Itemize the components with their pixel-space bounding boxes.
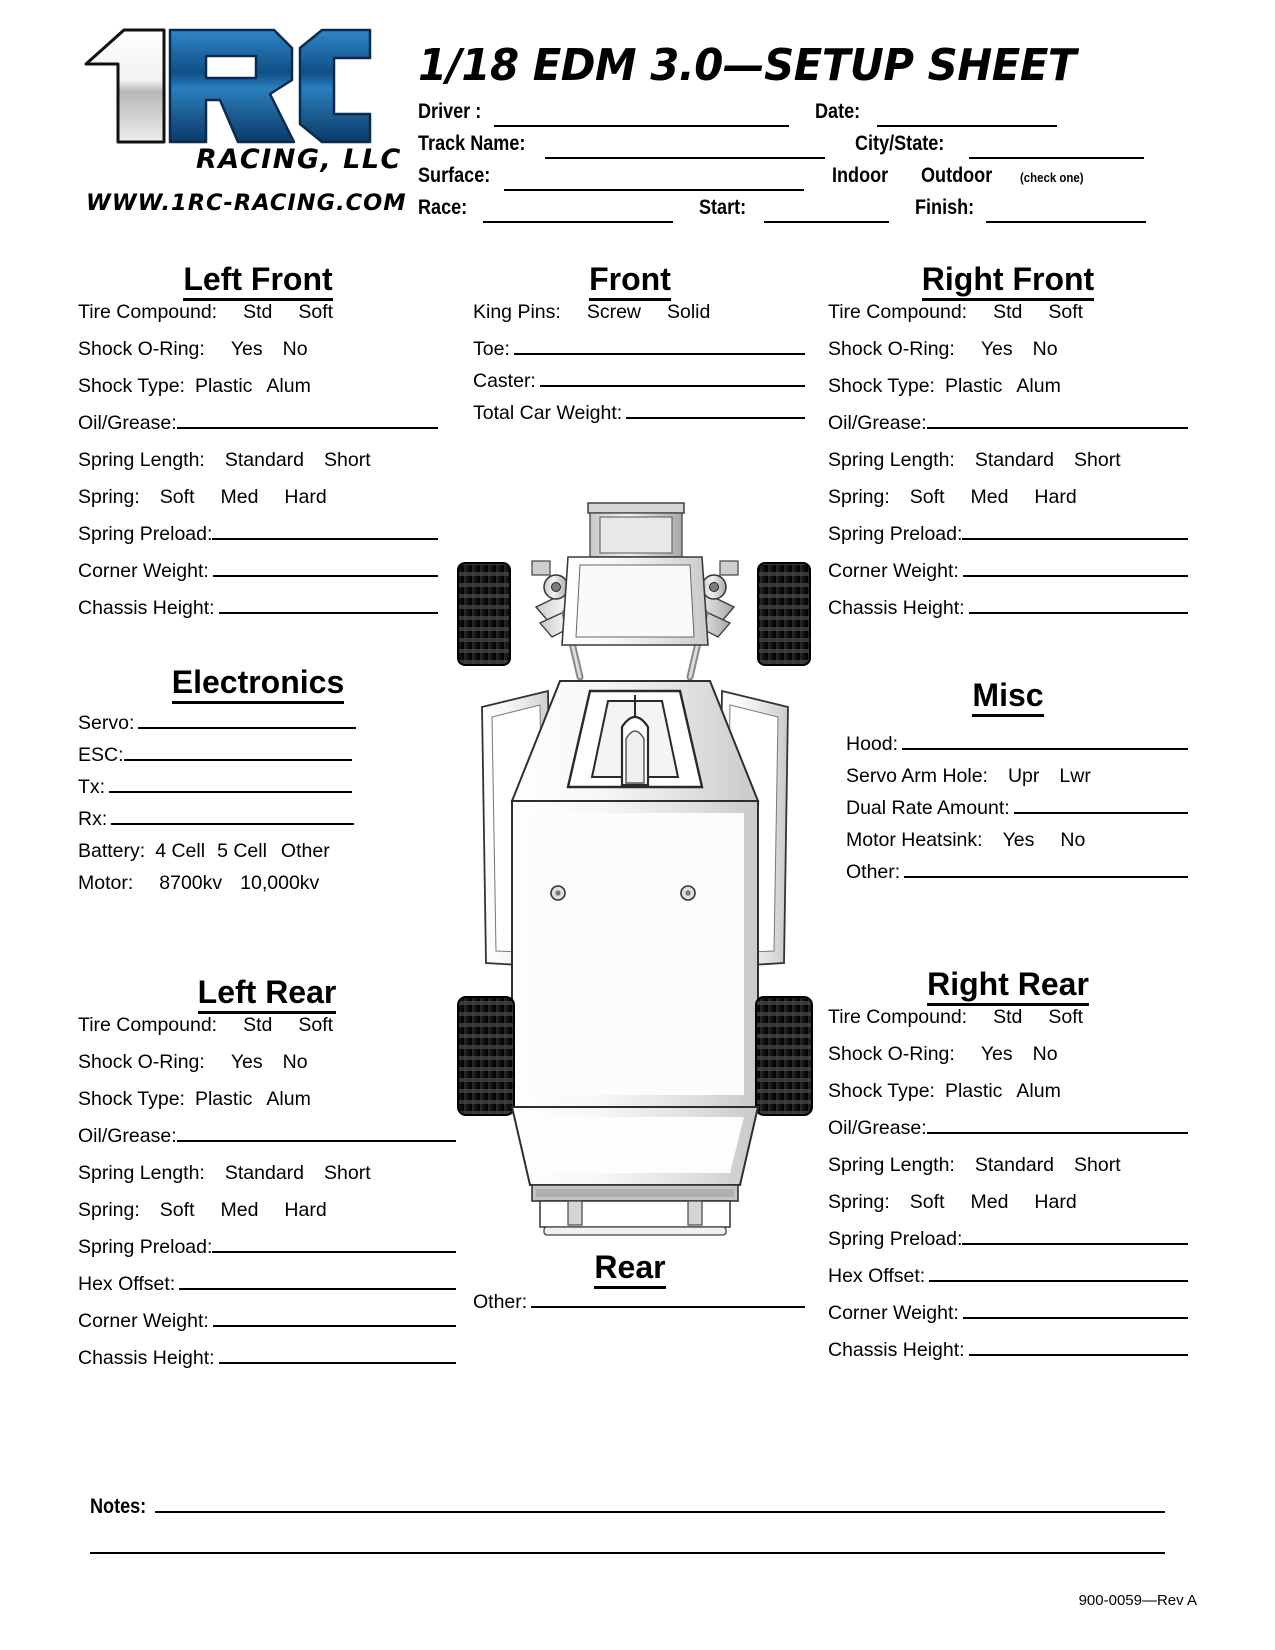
field-oil-grease xyxy=(828,1119,1188,1156)
field-spring xyxy=(828,1193,1188,1230)
other-input[interactable] xyxy=(904,876,1188,878)
choice-hard[interactable]: Hard xyxy=(284,1199,327,1222)
field-label: Spring Length: xyxy=(828,449,955,472)
field-label: Rx: xyxy=(78,808,108,831)
field-label: Tx: xyxy=(78,776,106,799)
choice-alum[interactable]: Alum xyxy=(1016,1080,1061,1103)
choice-no[interactable]: No xyxy=(1032,1043,1058,1066)
field-chassis-height xyxy=(78,599,438,636)
city-state-label: City/State: xyxy=(854,132,945,155)
section-rear xyxy=(455,1250,805,1325)
field-spring-preload xyxy=(78,525,438,562)
onerc-logo-icon xyxy=(78,22,378,162)
rear-heading: Rear xyxy=(455,1250,805,1285)
field-label: Shock O-Ring: xyxy=(78,338,205,361)
field-label: Chassis Height: xyxy=(78,1347,215,1370)
choice-plastic[interactable]: Plastic xyxy=(194,375,253,398)
choice-upr[interactable]: Upr xyxy=(1007,765,1040,788)
field-label: ESC: xyxy=(78,744,124,767)
field-label: Oil/Grease: xyxy=(828,1117,927,1140)
field-label: Spring: xyxy=(828,1191,890,1214)
field-label: Spring Length: xyxy=(78,1162,205,1185)
surface-option-outdoor[interactable]: Outdoor xyxy=(921,164,993,187)
chassis-height-input[interactable] xyxy=(969,1354,1188,1356)
field-label: Shock Type: xyxy=(78,375,185,398)
field-label: Other: xyxy=(846,861,901,884)
field-spring-preload xyxy=(78,1238,456,1275)
spring-preload-input[interactable] xyxy=(962,1243,1188,1245)
front-fields xyxy=(455,303,805,436)
field-shock-oring xyxy=(78,1053,456,1090)
field-oil-grease xyxy=(828,414,1188,451)
choice-standard[interactable]: Standard xyxy=(974,449,1055,472)
field-label: Other: xyxy=(473,1291,528,1314)
driver-date-row xyxy=(418,100,1178,132)
field-dual-rate-amount xyxy=(846,799,1188,831)
section-right-front xyxy=(828,262,1188,636)
field-spring-length xyxy=(828,1156,1188,1193)
choice-hard[interactable]: Hard xyxy=(1034,1191,1077,1214)
choice-10000kv[interactable]: 10,000kv xyxy=(240,872,320,895)
field-label: King Pins: xyxy=(473,301,561,324)
servo-input[interactable] xyxy=(138,727,356,729)
surface-row xyxy=(418,164,1178,196)
field-label: Spring: xyxy=(78,486,140,509)
electronics-fields xyxy=(78,714,438,906)
field-label: Battery: xyxy=(78,840,146,863)
choice-standard[interactable]: Standard xyxy=(224,449,305,472)
field-spring xyxy=(78,488,438,525)
driver-input[interactable] xyxy=(494,125,789,127)
total-car-weight-input[interactable] xyxy=(626,417,805,419)
hex-offset-input[interactable] xyxy=(179,1288,456,1290)
choice-yes[interactable]: Yes xyxy=(230,1051,263,1074)
city-state-input[interactable] xyxy=(969,157,1144,159)
race-start-finish-row xyxy=(418,196,1178,228)
notes-row xyxy=(90,1495,1165,1519)
field-shock-oring xyxy=(828,340,1188,377)
footer-divider xyxy=(90,1552,1165,1554)
section-electronics xyxy=(78,665,438,906)
field-label: Spring Preload: xyxy=(78,523,213,546)
field-corner-weight xyxy=(828,562,1188,599)
choice-std[interactable]: Std xyxy=(993,1006,1023,1029)
oil-grease-input[interactable] xyxy=(177,427,438,429)
chassis-height-input[interactable] xyxy=(219,612,438,614)
esc-input[interactable] xyxy=(124,759,352,761)
field-label: Oil/Grease: xyxy=(78,1125,177,1148)
choice-screw[interactable]: Screw xyxy=(586,301,641,324)
choice-no[interactable]: No xyxy=(282,1051,308,1074)
choice-soft[interactable]: Soft xyxy=(298,301,334,324)
track-name-input[interactable] xyxy=(545,157,825,159)
field-label: Hex Offset: xyxy=(78,1273,176,1296)
left-front-fields xyxy=(78,303,438,636)
choice-std[interactable]: Std xyxy=(243,301,273,324)
field-label: Shock O-Ring: xyxy=(828,338,955,361)
field-hex-offset xyxy=(828,1267,1188,1304)
corner-weight-input[interactable] xyxy=(213,1325,456,1327)
choice-soft[interactable]: Soft xyxy=(1048,1006,1084,1029)
field-spring-length xyxy=(78,1164,456,1201)
notes-input[interactable] xyxy=(155,1511,1165,1513)
choice-standard[interactable]: Standard xyxy=(974,1154,1055,1177)
field-chassis-height xyxy=(78,1349,456,1386)
surface-label: Surface: xyxy=(418,164,491,187)
left-rear-heading: Left Rear xyxy=(78,975,456,1010)
field-hex-offset xyxy=(78,1275,456,1312)
field-label: Corner Weight: xyxy=(828,560,959,583)
field-tire-compound xyxy=(78,303,438,340)
track-city-row xyxy=(418,132,1178,164)
oil-grease-input[interactable] xyxy=(927,427,1188,429)
field-total-car-weight xyxy=(473,404,805,436)
field-label: Corner Weight: xyxy=(828,1302,959,1325)
choice-plastic[interactable]: Plastic xyxy=(944,375,1003,398)
field-servo xyxy=(78,714,438,746)
car-diagram xyxy=(440,495,830,1255)
field-label: Chassis Height: xyxy=(78,597,215,620)
field-label: Tire Compound: xyxy=(828,301,968,324)
field-spring-preload xyxy=(828,1230,1188,1267)
field-tx xyxy=(78,778,438,810)
hood-input[interactable] xyxy=(902,748,1188,750)
choice-standard[interactable]: Standard xyxy=(224,1162,305,1185)
field-label: Chassis Height: xyxy=(828,1339,965,1362)
choice-std[interactable]: Std xyxy=(243,1014,273,1037)
choice-no[interactable]: No xyxy=(1032,338,1058,361)
right-front-fields xyxy=(828,303,1188,636)
dual-rate-amount-input[interactable] xyxy=(1014,812,1188,814)
choice-alum[interactable]: Alum xyxy=(266,375,311,398)
field-label: Servo Arm Hole: xyxy=(846,765,988,788)
rx-input[interactable] xyxy=(111,823,354,825)
field-servo-arm-hole xyxy=(846,767,1188,799)
misc-fields xyxy=(828,735,1188,895)
choice-soft[interactable]: Soft xyxy=(1048,301,1084,324)
choice-no[interactable]: No xyxy=(282,338,308,361)
field-label: Hex Offset: xyxy=(828,1265,926,1288)
field-tire-compound xyxy=(78,1016,456,1053)
finish-label: Finish: xyxy=(915,196,975,219)
right-rear-fields xyxy=(828,1008,1188,1378)
field-toe xyxy=(473,340,805,372)
field-other xyxy=(846,863,1188,895)
toe-input[interactable] xyxy=(514,353,805,355)
surface-option-indoor[interactable]: Indoor xyxy=(832,164,889,187)
field-label: Tire Compound: xyxy=(78,1014,218,1037)
hex-offset-input[interactable] xyxy=(929,1280,1188,1282)
field-battery xyxy=(78,842,438,874)
choice-other[interactable]: Other xyxy=(280,840,330,863)
choice-soft[interactable]: Soft xyxy=(159,1199,195,1222)
driver-label: Driver : xyxy=(418,100,482,123)
right-front-heading: Right Front xyxy=(828,262,1188,297)
choice-soft[interactable]: Soft xyxy=(298,1014,334,1037)
corner-weight-input[interactable] xyxy=(963,1317,1188,1319)
field-label: Tire Compound: xyxy=(78,301,218,324)
choice-hard[interactable]: Hard xyxy=(284,486,327,509)
part-number: 900-0059—Rev A xyxy=(1078,1592,1197,1609)
choice-alum[interactable]: Alum xyxy=(266,1088,311,1111)
choice-yes[interactable]: Yes xyxy=(980,338,1013,361)
field-oil-grease xyxy=(78,1127,456,1164)
field-label: Shock Type: xyxy=(78,1088,185,1111)
field-label: Chassis Height: xyxy=(828,597,965,620)
choice-no[interactable]: No xyxy=(1060,829,1086,852)
field-motor-heatsink xyxy=(846,831,1188,863)
field-oil-grease xyxy=(78,414,438,451)
field-label: Shock Type: xyxy=(828,1080,935,1103)
page-title: 1/18 EDM 3.0—SETUP SHEET xyxy=(418,40,1076,91)
sheet-header xyxy=(0,0,1275,248)
field-label: Servo: xyxy=(78,712,135,735)
choice-std[interactable]: Std xyxy=(993,301,1023,324)
choice-yes[interactable]: Yes xyxy=(230,338,263,361)
choice-lwr[interactable]: Lwr xyxy=(1059,765,1091,788)
choice-med[interactable]: Med xyxy=(220,1199,259,1222)
field-label: Total Car Weight: xyxy=(473,402,623,425)
section-misc xyxy=(828,678,1188,895)
field-label: Spring Length: xyxy=(78,449,205,472)
field-label: Oil/Grease: xyxy=(828,412,927,435)
choice-short[interactable]: Short xyxy=(324,449,371,472)
race-input[interactable] xyxy=(483,221,673,223)
caster-input[interactable] xyxy=(540,385,805,387)
section-left-rear xyxy=(78,975,456,1386)
choice-4-cell[interactable]: 4 Cell xyxy=(155,840,206,863)
field-label: Corner Weight: xyxy=(78,1310,209,1333)
check-one-note: (check one) xyxy=(1020,170,1084,185)
field-spring-length xyxy=(78,451,438,488)
header-fields xyxy=(418,100,1178,228)
choice-plastic[interactable]: Plastic xyxy=(194,1088,253,1111)
electronics-heading: Electronics xyxy=(78,665,438,700)
chassis-height-input[interactable] xyxy=(969,612,1188,614)
choice-short[interactable]: Short xyxy=(1074,449,1121,472)
start-label: Start: xyxy=(699,196,747,219)
field-label: Hood: xyxy=(846,733,899,756)
field-shock-type xyxy=(828,377,1188,414)
right-rear-heading: Right Rear xyxy=(828,967,1188,1002)
field-label: Spring Preload: xyxy=(828,523,963,546)
choice-short[interactable]: Short xyxy=(1074,1154,1121,1177)
field-rx xyxy=(78,810,438,842)
field-label: Shock Type: xyxy=(828,375,935,398)
field-king-pins xyxy=(473,303,805,340)
field-label: Spring Preload: xyxy=(828,1228,963,1251)
field-shock-type xyxy=(78,377,438,414)
date-input[interactable] xyxy=(877,125,1057,127)
choice-5-cell[interactable]: 5 Cell xyxy=(217,840,267,863)
section-front xyxy=(455,262,805,436)
field-label: Shock O-Ring: xyxy=(828,1043,955,1066)
corner-weight-input[interactable] xyxy=(213,575,438,577)
front-heading: Front xyxy=(455,262,805,297)
choice-yes[interactable]: Yes xyxy=(980,1043,1013,1066)
field-corner-weight xyxy=(828,1304,1188,1341)
field-tire-compound xyxy=(828,303,1188,340)
field-corner-weight xyxy=(78,562,438,599)
field-label: Shock O-Ring: xyxy=(78,1051,205,1074)
field-tire-compound xyxy=(828,1008,1188,1045)
section-left-front xyxy=(78,262,438,636)
field-hood xyxy=(846,735,1188,767)
field-chassis-height xyxy=(828,1341,1188,1378)
choice-med[interactable]: Med xyxy=(970,486,1009,509)
choice-med[interactable]: Med xyxy=(220,486,259,509)
choice-short[interactable]: Short xyxy=(324,1162,371,1185)
field-label: Caster: xyxy=(473,370,536,393)
race-label: Race: xyxy=(418,196,468,219)
section-right-rear xyxy=(828,967,1188,1378)
left-front-heading: Left Front xyxy=(78,262,438,297)
field-spring-preload xyxy=(828,525,1188,562)
start-input[interactable] xyxy=(764,221,889,223)
field-chassis-height xyxy=(828,599,1188,636)
logo-website-url: WWW.1RC-RACING.COM xyxy=(86,190,407,216)
field-label: Tire Compound: xyxy=(828,1006,968,1029)
choice-hard[interactable]: Hard xyxy=(1034,486,1077,509)
field-spring-length xyxy=(828,451,1188,488)
chassis-height-input[interactable] xyxy=(219,1362,456,1364)
field-label: Spring: xyxy=(78,1199,140,1222)
field-label: Dual Rate Amount: xyxy=(846,797,1010,820)
field-label: Spring Preload: xyxy=(78,1236,213,1259)
field-label: Spring: xyxy=(828,486,890,509)
field-shock-type xyxy=(78,1090,456,1127)
corner-weight-input[interactable] xyxy=(963,575,1188,577)
field-label: Toe: xyxy=(473,338,510,361)
choice-solid[interactable]: Solid xyxy=(667,301,711,324)
rear-other-input[interactable] xyxy=(531,1306,805,1308)
field-label: Motor Heatsink: xyxy=(846,829,983,852)
field-caster xyxy=(473,372,805,404)
logo-racing-text: RACING, LLC xyxy=(196,144,402,175)
choice-soft[interactable]: Soft xyxy=(909,486,945,509)
notes-label: Notes: xyxy=(90,1495,147,1518)
logo-mark xyxy=(78,22,378,162)
spring-preload-input[interactable] xyxy=(962,538,1188,540)
oil-grease-input[interactable] xyxy=(927,1132,1188,1134)
rear-fields xyxy=(455,1293,805,1325)
misc-heading: Misc xyxy=(828,678,1188,713)
field-shock-oring xyxy=(78,340,438,377)
brand-logo xyxy=(78,22,407,232)
date-label: Date: xyxy=(814,100,860,123)
field-label: Spring Length: xyxy=(828,1154,955,1177)
field-spring xyxy=(78,1201,456,1238)
rc-car-top-view-icon xyxy=(440,495,830,1255)
oil-grease-input[interactable] xyxy=(177,1140,456,1142)
choice-alum[interactable]: Alum xyxy=(1016,375,1061,398)
field-shock-type xyxy=(828,1082,1188,1119)
choice-soft[interactable]: Soft xyxy=(159,486,195,509)
choice-med[interactable]: Med xyxy=(970,1191,1009,1214)
tx-input[interactable] xyxy=(109,791,352,793)
surface-input[interactable] xyxy=(504,189,804,191)
field-motor xyxy=(78,874,438,906)
field-label: Oil/Grease: xyxy=(78,412,177,435)
choice-soft[interactable]: Soft xyxy=(909,1191,945,1214)
spring-preload-input[interactable] xyxy=(212,1251,456,1253)
field-esc xyxy=(78,746,438,778)
field-label: Motor: xyxy=(78,872,134,895)
field-corner-weight xyxy=(78,1312,456,1349)
choice-8700kv[interactable]: 8700kv xyxy=(159,872,223,895)
field-label: Corner Weight: xyxy=(78,560,209,583)
finish-input[interactable] xyxy=(986,221,1146,223)
choice-yes[interactable]: Yes xyxy=(1002,829,1035,852)
track-name-label: Track Name: xyxy=(418,132,526,155)
field-shock-oring xyxy=(828,1045,1188,1082)
field-other xyxy=(473,1293,805,1325)
spring-preload-input[interactable] xyxy=(212,538,438,540)
field-spring xyxy=(828,488,1188,525)
choice-plastic[interactable]: Plastic xyxy=(944,1080,1003,1103)
left-rear-fields xyxy=(78,1016,456,1386)
